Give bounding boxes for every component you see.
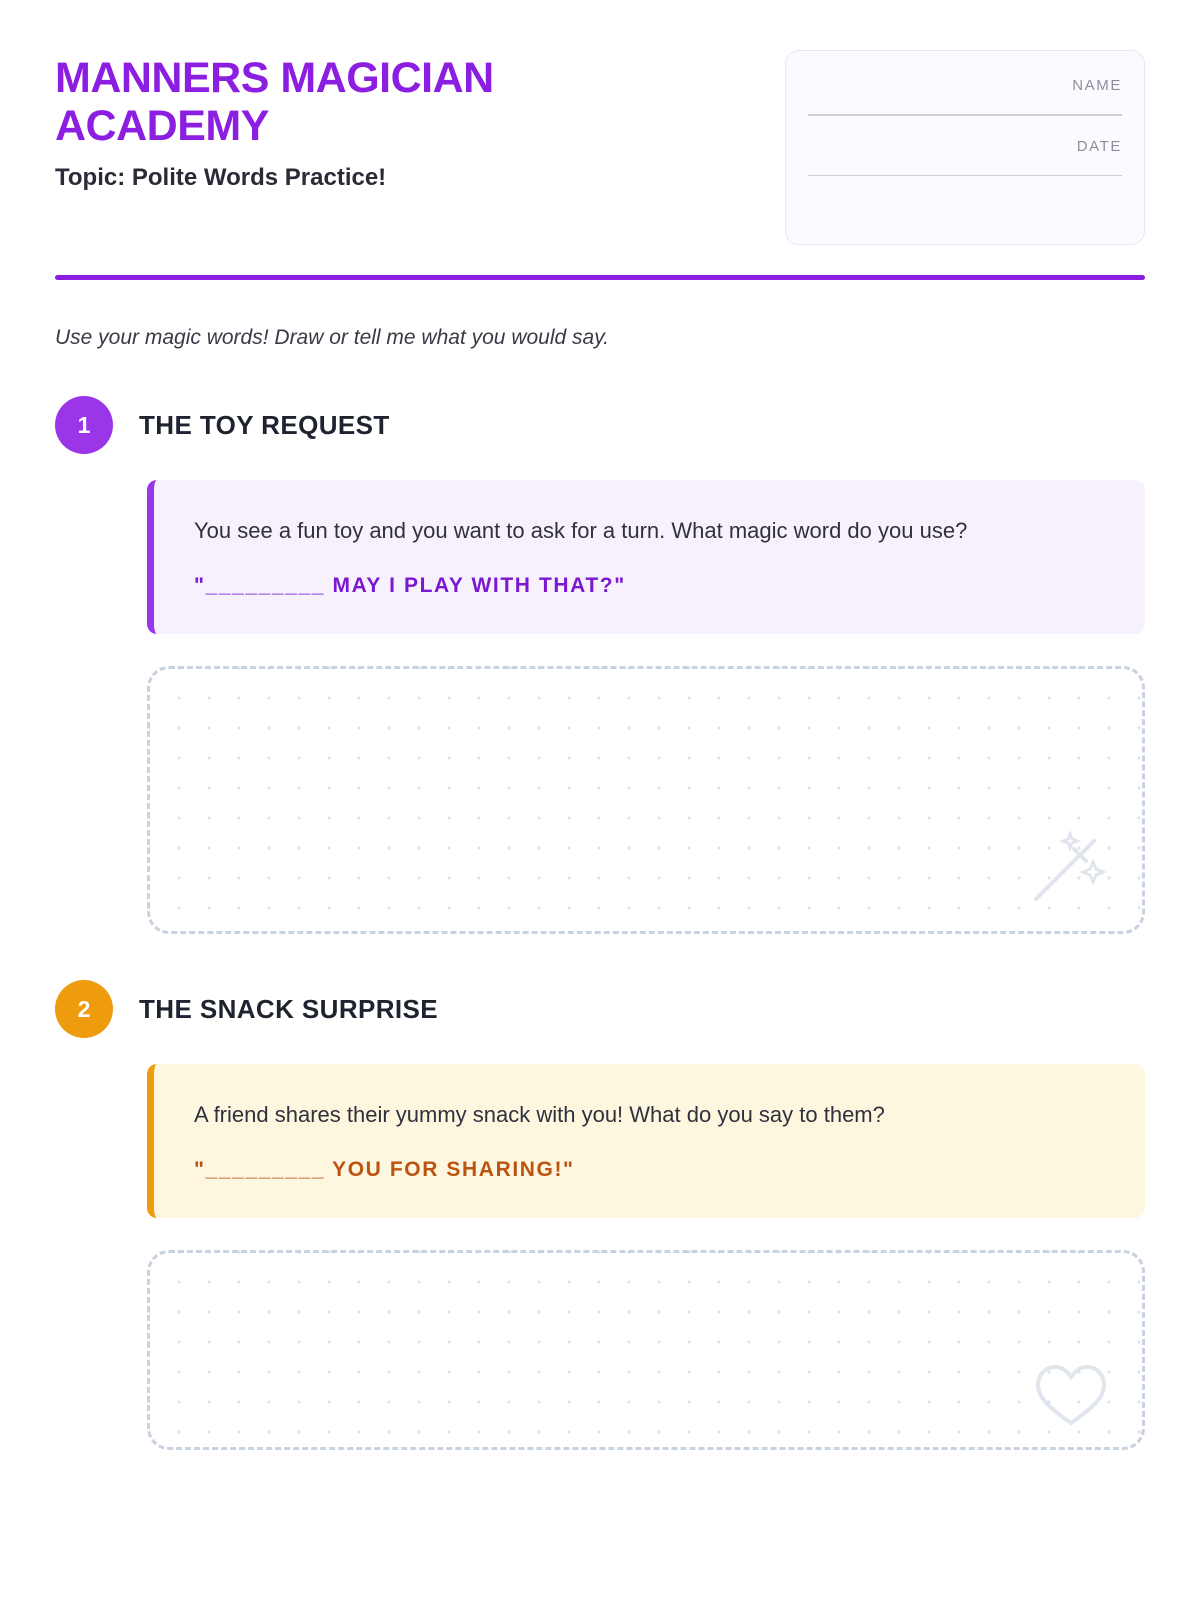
- header-divider: [55, 275, 1145, 280]
- task-prompt-card: [147, 1064, 1145, 1218]
- name-label: NAME: [1072, 77, 1122, 94]
- heart-icon: [1034, 1363, 1108, 1429]
- drawing-area[interactable]: [147, 666, 1145, 934]
- header-text-block: [55, 50, 675, 192]
- date-field-group[interactable]: [808, 138, 1122, 177]
- magic-wand-icon: [1022, 827, 1108, 913]
- task-number-badge: 1: [55, 396, 113, 454]
- task-item: [55, 396, 1145, 934]
- drawing-area[interactable]: [147, 1250, 1145, 1450]
- page-subtitle: Topic: Polite Words Practice!: [55, 164, 387, 192]
- name-field-group[interactable]: [808, 77, 1122, 116]
- task-fill-in-line: "_________ MAY I PLAY WITH THAT?": [194, 574, 626, 598]
- task-title: THE TOY REQUEST: [139, 409, 390, 440]
- instructions-text: Use your magic words! Draw or tell me what you would say.: [55, 326, 609, 349]
- worksheet-header: [55, 50, 1145, 245]
- task-prompt-text: A friend shares their yummy snack with you! What do you say to them?: [194, 1102, 885, 1128]
- task-prompt-text: You see a fun toy and you want to ask for a turn. What magic word do you use?: [194, 518, 968, 543]
- task-header: [55, 396, 1145, 454]
- task-number-badge: 2: [55, 980, 113, 1038]
- task-item: [55, 980, 1145, 1450]
- task-title: THE SNACK SURPRISE: [139, 993, 439, 1024]
- date-label: DATE: [1076, 137, 1122, 155]
- date-input-line[interactable]: [808, 175, 1122, 177]
- page-title: MANNERS MAGICIAN ACADEMY: [55, 54, 494, 151]
- name-date-box: [785, 50, 1145, 245]
- task-prompt-card: [147, 480, 1145, 634]
- task-fill-in-line: "_________ YOU FOR SHARING!": [194, 1158, 575, 1182]
- name-input-line[interactable]: [808, 114, 1122, 116]
- task-header: [55, 980, 1145, 1038]
